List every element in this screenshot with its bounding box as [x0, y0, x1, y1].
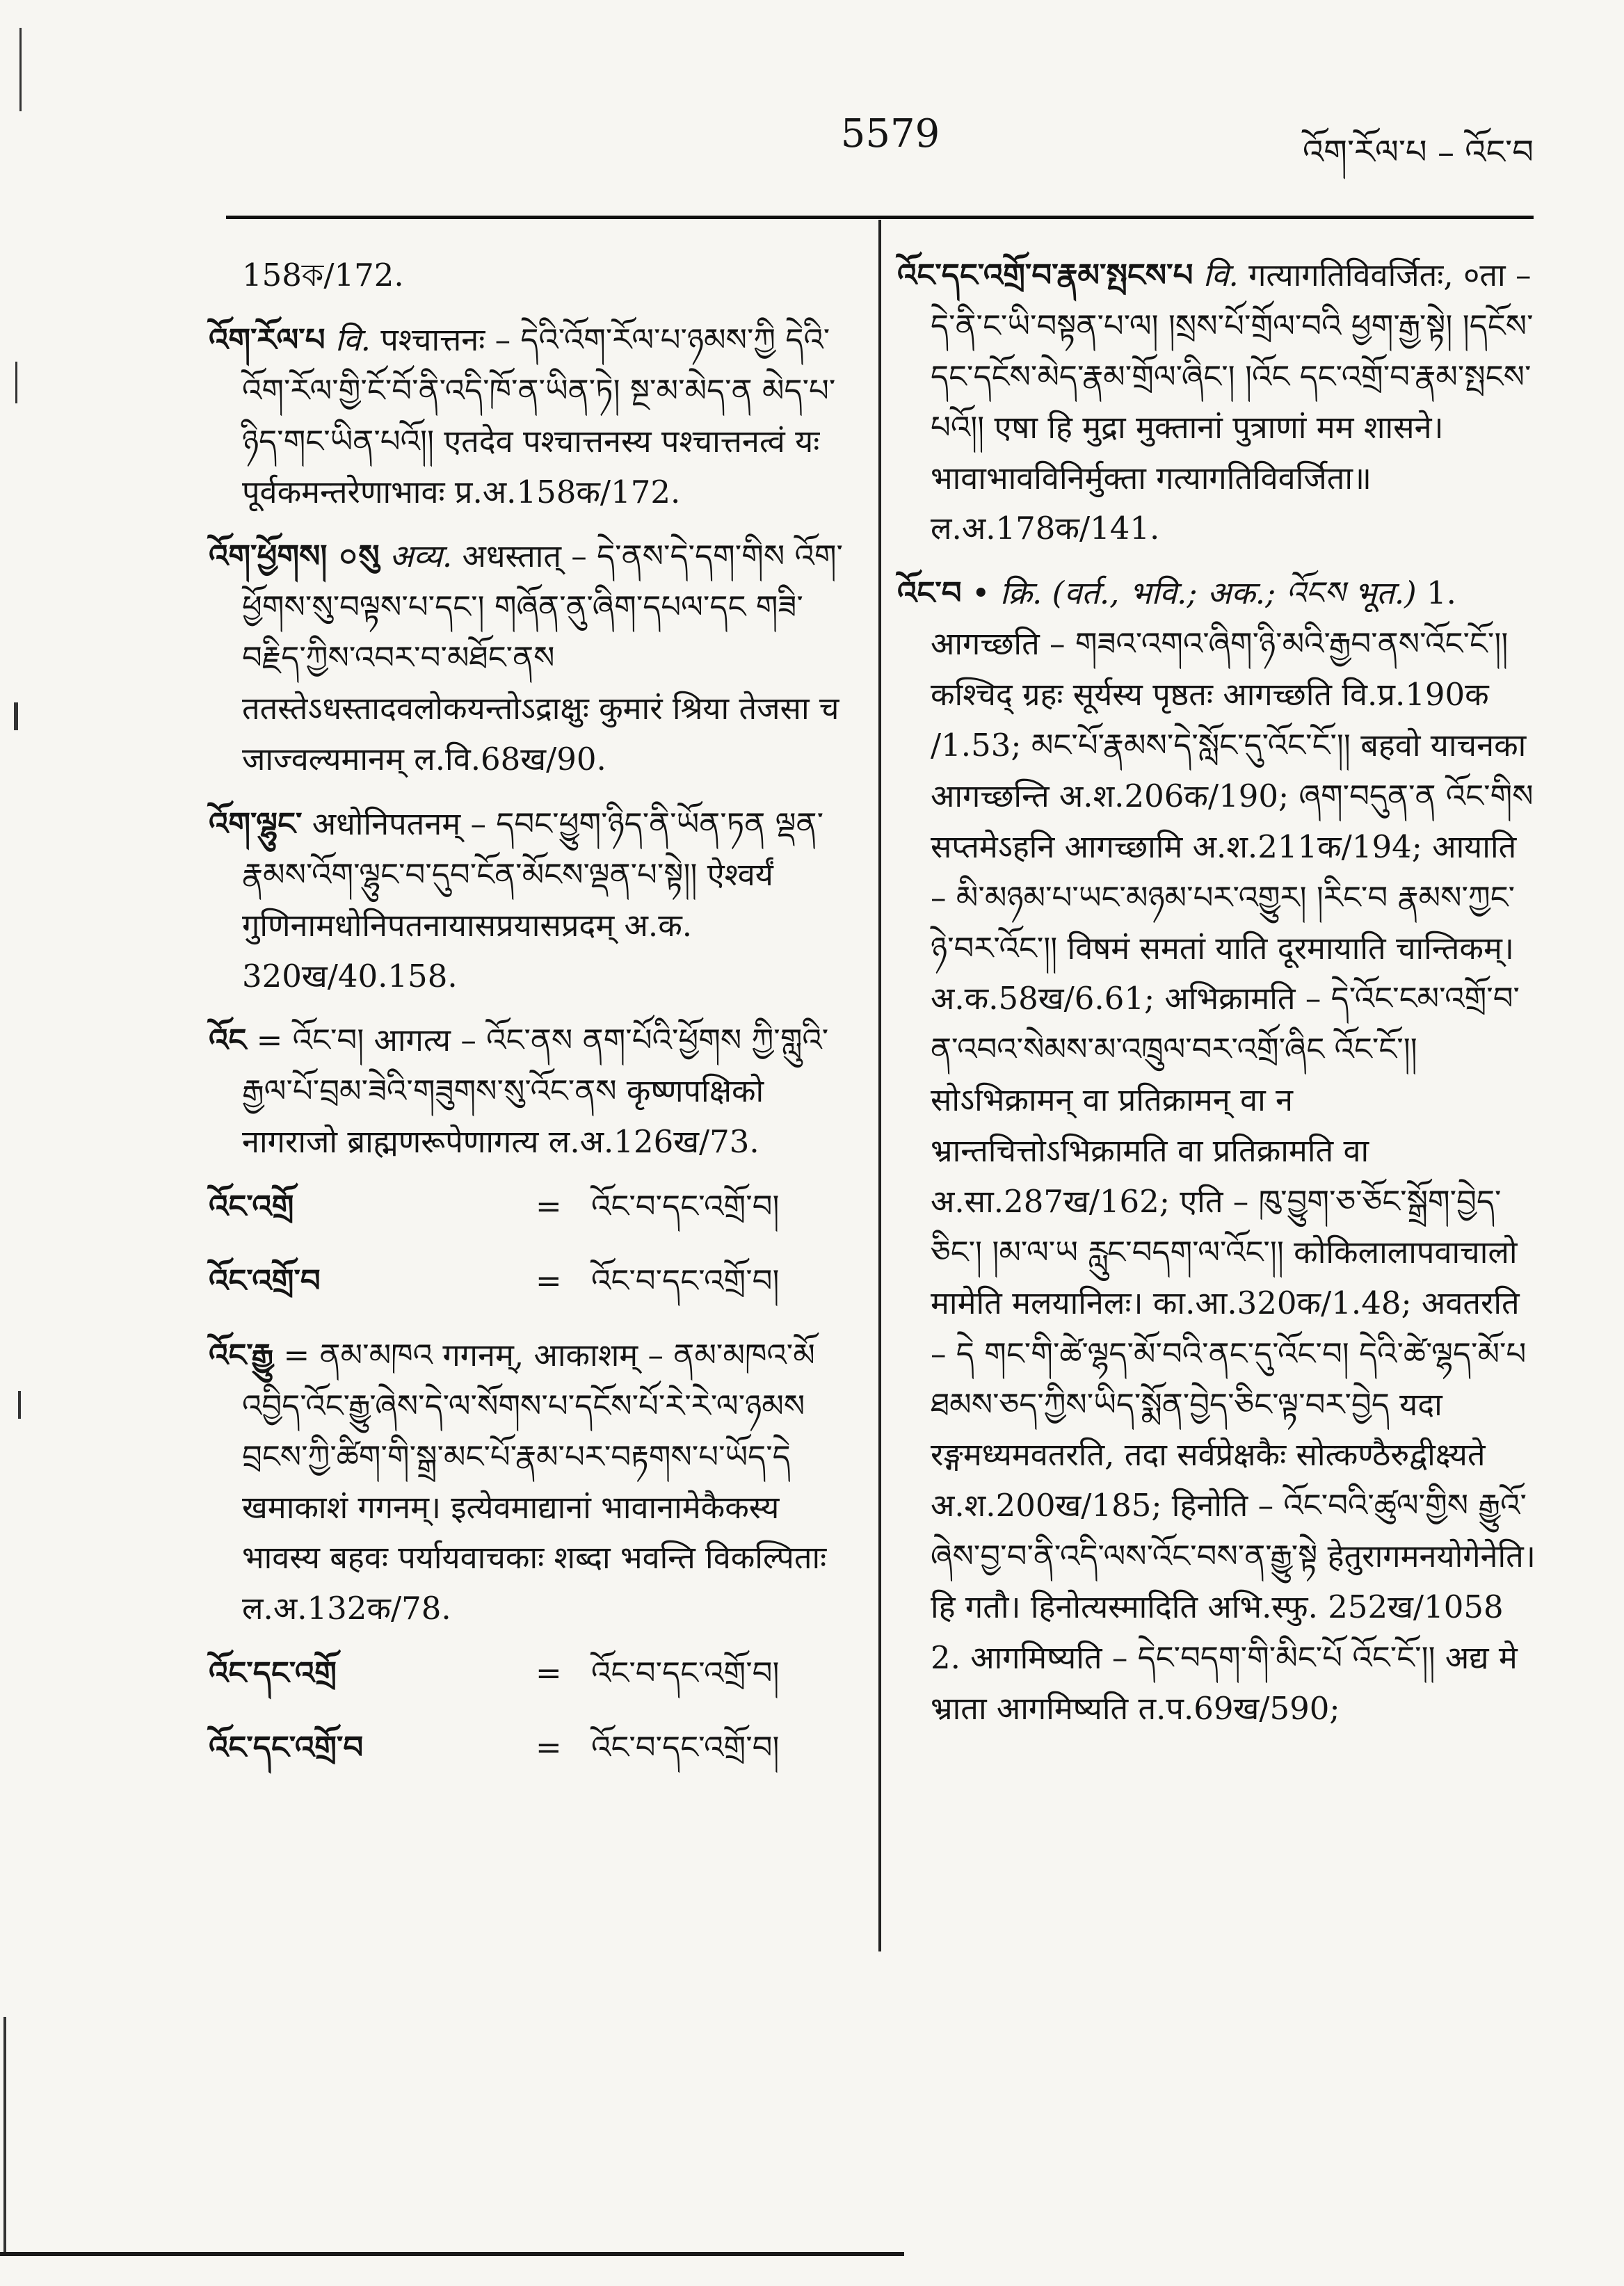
cross-reference — [209, 1723, 845, 1773]
entry-text: गत्यागतिविवर्जितः, ०ता – དེ་ནི་ང་ཡི་བསྟན་པ་ལ། །སྲས་པོ་གྲོལ་བའི ཕྱག་རྒྱ་སྟེ། །དངོས་དང་དངོས་མེད་རྣམ་གྲོལ་ཞིང་། །འོང དང་འགྲོ་བ་རྣམ་སྤངས་པའོ།། एषा हि मुद्रा मुक्तानां पुत्राणां मम शासने। भावाभावविनिर्मुक्ता गत्यागतिविवर्जिता॥ ल.अ.178क/141. — [931, 257, 1534, 547]
cross-reference — [209, 1648, 845, 1699]
xref-target: འོང་བ་དང་འགྲོ་བ། — [591, 1188, 780, 1225]
dictionary-entry — [209, 1015, 845, 1168]
entry-grammar: वि. — [335, 321, 371, 358]
entry-lemma: འོང་དང་འགྲོ་བ་རྣམ་སྤངས་པ — [897, 257, 1193, 293]
dictionary-entry — [897, 568, 1537, 1734]
dictionary-entry — [897, 250, 1537, 554]
entry-lemma: འོང — [209, 1022, 247, 1059]
cross-reference — [209, 1182, 845, 1232]
entry-text: पश्चात्तनः – དེའི་འོག་རོལ་པ་ཉམས་ཀྱི དེའི་འོག་རོལ་གྱི་ངོ་བོ་ནི་འདི་ཁོ་ན་ཡིན་ཏེ། སྔ་མ་མེད་ན མེད་པ་ཉིད་གང་ཡིན་པའོ།། एतदेव पश्चात्तनस्य पश्चात्तनत्वं यः पूर्वकमन्तरेणाभावः प्र.अ.158क/172. — [242, 321, 836, 510]
xref-head: འོང་དང་འགྲོ་བ — [209, 1729, 364, 1766]
margin-scan-line — [19, 28, 22, 111]
cross-reference — [209, 1256, 845, 1307]
right-column — [897, 250, 1537, 1748]
margin-scan-line — [18, 1391, 21, 1419]
left-column — [209, 250, 845, 1797]
dictionary-entry — [209, 1330, 845, 1634]
entry-text: अधोनिपतनम् – དབང་ཕྱུག་ཉིད་ནི་ཡོན་ཏན ལྡན་རྣམས་འོག་ལྷུང་བ་དུབ་ངོན་མོངས་ལྡན་པ་སྟེ།། ऐश्वर्यं गुणिनामधोनिपतनायासप्रयासप्रदम् अ.क. 320ख/40.158. — [242, 805, 824, 995]
margin-scan-line — [15, 362, 17, 403]
dictionary-entry — [209, 531, 845, 784]
entry-lemma: འོང་རྒྱུ — [209, 1336, 274, 1374]
entry-text: अधस्तात् – དེ་ནས་དེ་དག་གིས འོག་ཕྱོགས་སུ་བལྟས་པ་དང་། གཞོན་ནུ་ཞིག་དཔལ་དང གཟི་བརྗིད་ཀྱིས་འབར་བ་མཐོང་ནས ततस्तेऽधस्तादवलोकयन्तोऽद्राक्षुः कुमारं श्रिया तेजसा च जाज्वल्यमानम् ल.वि.68ख/90. — [242, 538, 843, 778]
continuation-ref: 158ক/172. — [242, 257, 404, 293]
entry-lemma: འོག་ལྷུང་ — [209, 805, 303, 842]
xref-head: འོང་དང་འགྲོ — [209, 1655, 337, 1692]
xref-head: འོང་འགྲོ་བ — [209, 1262, 321, 1300]
entry-text: 1. आगच्छति – གཟའ་འགའ་ཞིག་ཉི་མའི་རྒྱབ་ནས་འོང་ངོ་།། कश्चिद् ग्रहः सूर्यस्य पृष्ठतः आगच्छति वि.प्र.190क /1.53; མང་པོ་རྣམས་དེ་སློང་དུ་འོང་ངོ་།། बहवो याचनका आगच्छन्ति अ.श.206क/190; ཞག་བདུན་ན འོང་གིས सप्तमेऽहनि आगच्छामि अ.श.211क/194; आयाति – མི་མཉམ་པ་ཡང་མཉམ་པར་འགྱུར། །རིང་བ རྣམས་ཀྱང་ཉེ་བར་འོང་།། विषमं समतां याति दूरमायाति चान्तिकम्। अ.क.58ख/6.61; अभिक्रामति – དེ་འོང་ངམ་འགྲོ་བ་ན་འབའ་སེམས་མ་འཁྲུལ་བར་འགྲོ་ཞིང འོང་ངོ་།། सोऽभिक्रामन् वा प्रतिक्रामन् वा न भ्रान्तचित्तोऽभिक्रामति वा प्रतिक्रामति वा अ.सा.287ख/162; एति – ཁུ་བྱུག་ཅ་ཅོང་སྒྲོག་བྱེད་ཅིང་། །མ་ལ་ཡ རླུང་བདག་ལ་འོང་།། कोकिलालापवाचालो मामेति मलयानिलः। का.आ.320क/1.48; अवतरति – དེ གང་གི་ཚེ་ལྷད་མོ་བའི་ནང་དུ་འོང་བ། དེའི་ཚེ་ལྷད་མོ་པ ཐམས་ཅད་ཀྱིས་ཡིད་སྨོན་བྱེད་ཅིང་ལྟ་བར་བྱེད यदा रङ्गमध्यमवतरति, तदा सर्वप्रेक्षकैः सोत्कण्ठैरुद्वीक्ष्यते अ.श.200ख/185; हिनोति – འོང་བའི་ཚུལ་གྱིས རྒྱུའོ་ཞེས་བྱ་བ་ནི་འདི་ལས་འོང་བས་ན་རྒྱུ་སྟེ हेतुरागमनयोगेनेति। हि गतौ। हिनोत्यस्मादिति अभि.स्फु. 252ख/1058 2. आगमिष्यति – དེང་བདག་གི་མིང་པོ འོང་ངོ་།། अद्य मे भ्राता आगमिष्यति त.प.69ख/590; — [931, 574, 1536, 1727]
entry-text: = ནམ་མཁའ गगनम्, आकाशम् – ནམ་མཁའ་མོ འབྱིད་འོང་རྒྱུ་ཞེས་དེ་ལ་སོགས་པ་དངོས་པོ་རེ་རེ་ལ་ཉམས བྲངས་ཀྱི་ཚིག་གི་སྒྲ་མང་པོ་རྣམ་པར་བརྟགས་པ་ཡོད་དེ खमाकाशं गगनम्। इत्येवमाद्यानां भावानामेकैकस्य भावस्य बहवः पर्यायवाचकाः शब्दा भवन्ति विकल्पिताः ल.अ.132क/78. — [242, 1336, 827, 1627]
xref-equals: = — [536, 1262, 562, 1300]
margin-scan-line — [3, 2017, 6, 2253]
xref-target: འོང་བ་དང་འགྲོ་བ། — [591, 1655, 780, 1692]
entry-lemma: འོག་རོལ་པ — [209, 321, 325, 358]
margin-scan-line — [14, 702, 18, 730]
xref-equals: = — [536, 1655, 562, 1692]
entry-grammar: अव्य. — [389, 538, 453, 575]
page-number: 5579 — [840, 111, 940, 156]
xref-target: འོང་བ་དང་འགྲོ་བ། — [591, 1729, 780, 1766]
xref-target: འོང་བ་དང་འགྲོ་བ། — [591, 1262, 780, 1300]
entry-grammar: • क्रि. (वर्त., भवि.; अक.; འོངས भूत.) — [971, 574, 1417, 612]
entry-lemma: འོག་ཕྱོགས། ০སུ — [209, 538, 380, 575]
dictionary-entry — [209, 799, 845, 1002]
bottom-scan-edge — [0, 2252, 904, 2256]
header-rule — [226, 216, 1534, 219]
column-divider — [878, 220, 881, 1951]
entry-grammar: वि. — [1203, 257, 1239, 293]
running-head: འོག་རོལ་པ – འོང་བ — [1302, 133, 1534, 172]
xref-equals: = — [536, 1729, 562, 1766]
entry-text: = འོང་བ། आगत्य – འོང་ནས ནག་པོའི་ཕྱོགས ཀྱི་གླུའི་རྒྱལ་པོ་བྲམ་ཟེའི་གཟུགས་སུ་འོང་ནས कृष्णपक्षिको नागराजो ब्राह्मणरूपेणागत्य ल.अ.126ख/73. — [242, 1022, 829, 1161]
dictionary-entry — [209, 315, 845, 518]
entry-lemma: འོང་བ — [897, 574, 962, 612]
xref-head: འོང་འགྲོ — [209, 1188, 294, 1225]
xref-equals: = — [536, 1188, 562, 1225]
